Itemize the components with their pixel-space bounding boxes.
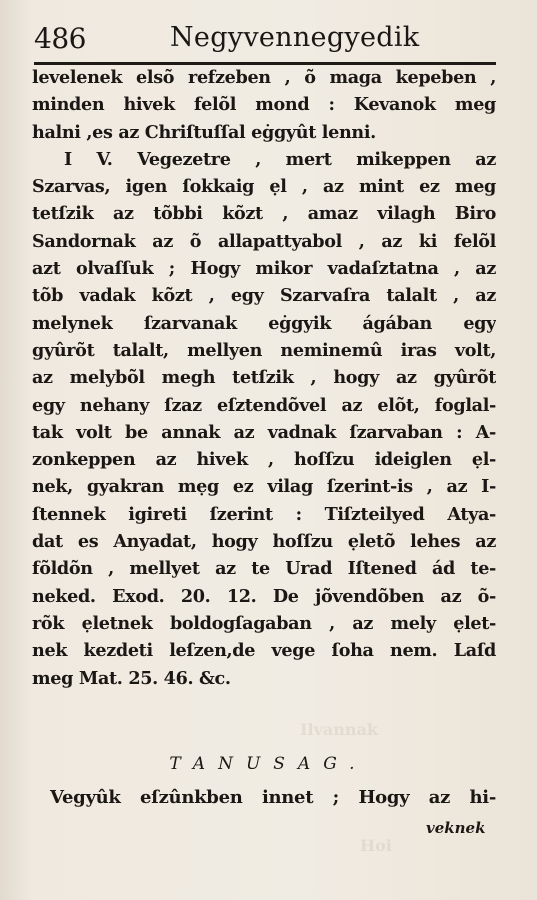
text-line: minden hivek felõl mond : Kevanok meg <box>32 94 496 116</box>
running-head: Negyvennegyedik <box>170 22 420 53</box>
text-line: meg Mat. 25. 46. &c. <box>32 667 231 689</box>
text-line: Sandornak az õ allapattyabol , az ki felõl <box>32 230 496 252</box>
text-line: ſtennek igireti ſzerint : Tiſzteilyed Atya- <box>32 503 496 525</box>
page-number: 486 <box>34 22 86 55</box>
text-line: tak volt be annak az vadnak ſzarvaban : A- <box>32 421 496 443</box>
text-line: melynek ſzarvanak eġgyik ágában egy <box>32 312 496 334</box>
text-line: levelenek elsõ refzeben , õ maga kepeben , <box>32 67 496 88</box>
text-line: neked. Exod. 20. 12. De jõvendõben az õ- <box>32 585 496 607</box>
text-line: azt olvaſſuk ; Hogy mikor vadaſztatna , az <box>32 258 496 280</box>
text-line: tõb vadak kõzt , egy Szarvaſra talalt , az <box>32 285 496 307</box>
paragraph-start-line: I V. Vegezetre , mert mikeppen az <box>64 148 496 170</box>
catchword: veknek <box>426 819 486 837</box>
show-through-text: Hoi <box>360 836 392 855</box>
text-line: tetſzik az tõbbi kõzt , amaz vilagh Biro <box>32 203 496 225</box>
final-text-line: Vegyûk eſzûnkben innet ; Hogy az hi- <box>50 787 496 808</box>
text-line: fõldõn , mellyet az te Urad Iſtened ád te- <box>32 558 496 580</box>
text-line: egy nehany ſzaz eſztendõvel az elõt, foglal- <box>32 394 496 416</box>
text-line: rõk ẹletnek boldogſagaban , az mely ẹlet- <box>32 612 496 634</box>
body-text <box>32 64 496 692</box>
text-line: Szarvas, igen ſokkaig ẹl , az mint ez meg <box>32 176 496 198</box>
text-line: az melybõl megh tetſzik , hogy az gyûrõt <box>32 367 496 389</box>
text-line: halni ,es az Chriſtuſſal eġgyût lenni. <box>32 121 376 143</box>
show-through-text: Ilvannak <box>300 720 378 739</box>
text-line: dat es Anyadat, hogy hoſſzu ẹletõ lehes az <box>32 531 496 553</box>
text-line: nek, gyakran mẹg ez vilag ſzerint-is , az I- <box>32 476 496 498</box>
text-line: zonkeppen az hivek , hoſſzu ideiglen ẹl- <box>32 449 496 471</box>
section-heading: TANUSAG. <box>169 754 368 774</box>
page-header <box>34 18 496 60</box>
text-line: gyûrõt talalt, mellyen neminemû iras volt, <box>32 339 496 361</box>
text-line: nek kezdeti leſzen,de vege ſoha nem. Laſd <box>32 640 496 662</box>
